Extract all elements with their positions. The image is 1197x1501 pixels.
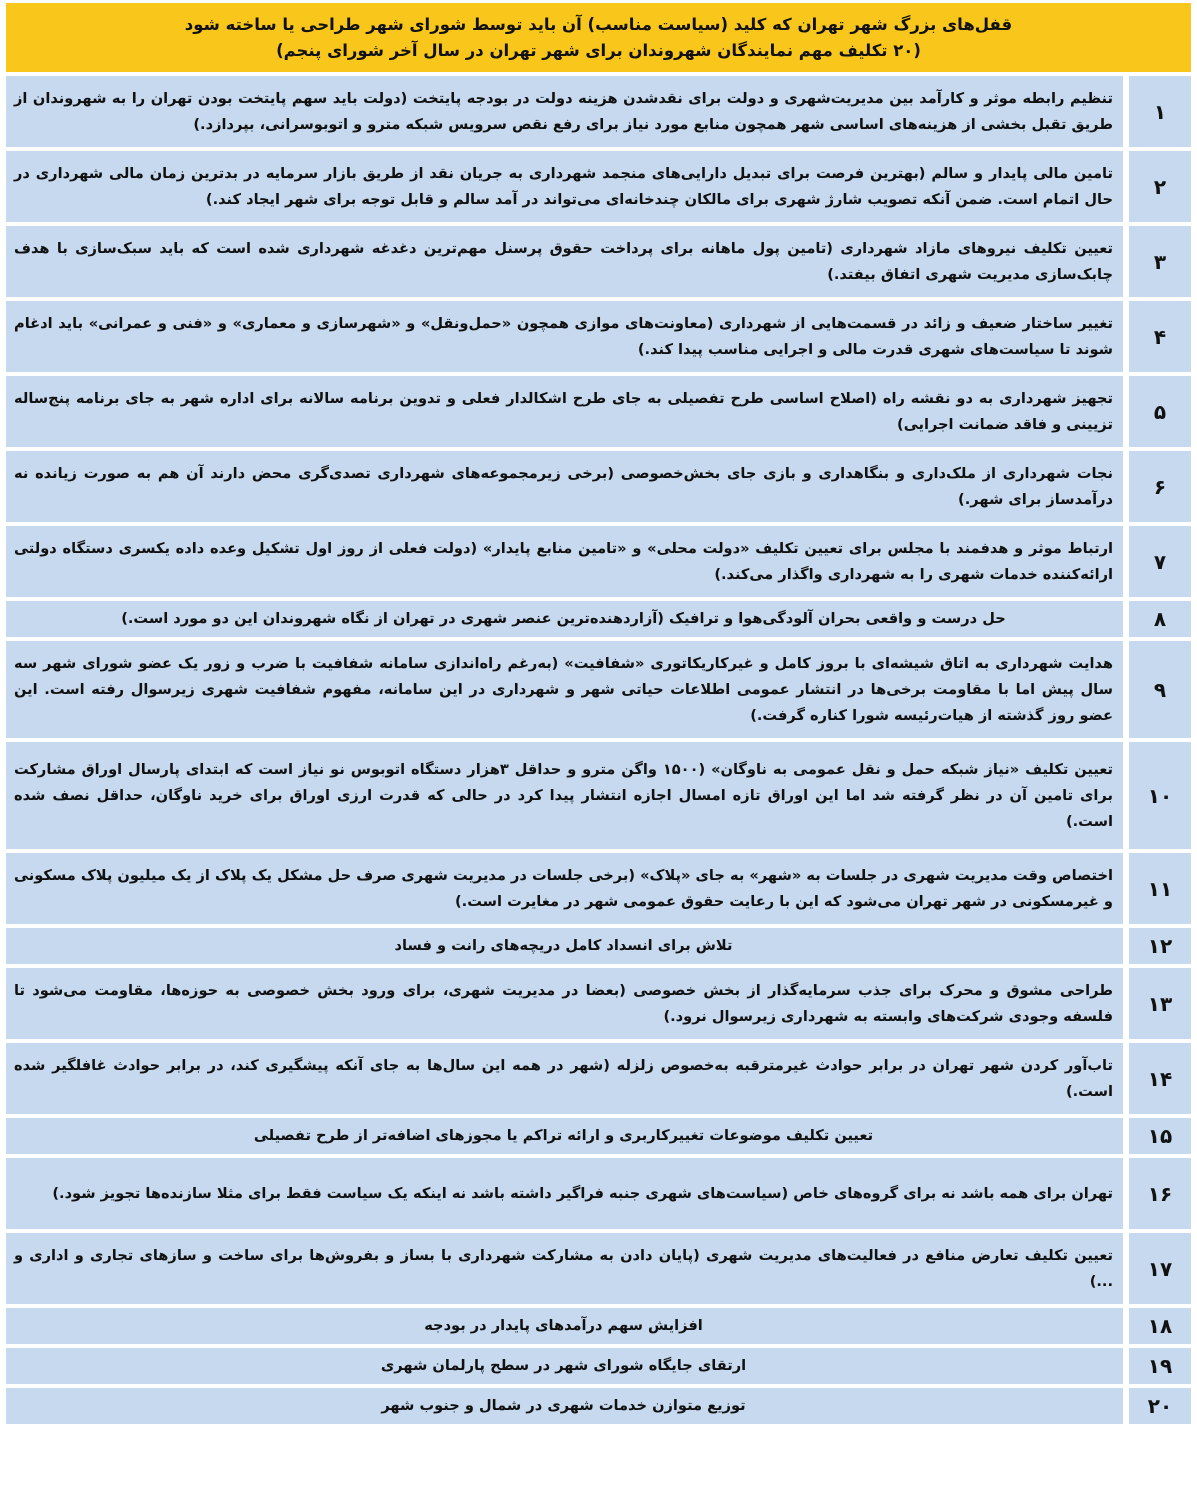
row-number: ۳	[1129, 226, 1191, 297]
table-row	[6, 928, 1191, 964]
row-number: ۹	[1129, 641, 1191, 738]
row-text: ارتقای جایگاه شورای شهر در سطح پارلمان شهری	[6, 1348, 1123, 1384]
row-number: ۱۶	[1129, 1158, 1191, 1229]
row-number: ۱۹	[1129, 1348, 1191, 1384]
row-text: تجهیز شهرداری به دو نقشه راه (اصلاح اساسی طرح تفصیلی به جای طرح اشکالدار فعلی و تدوین برنامه سالانه برای اداره شهر به جای برنامه پنج‌ساله تزیینی و فاقد ضمانت اجرایی)	[6, 376, 1123, 447]
table-row	[6, 1118, 1191, 1154]
row-text: تاب‌آور کردن شهر تهران در برابر حوادث غیرمترقبه به‌خصوص زلزله (شهر در همه این سال‌ها به جای آنکه پیشگیری کند، در برابر حوادث غافلگیر شده است.)	[6, 1043, 1123, 1114]
row-text: تامین مالی پایدار و سالم (بهترین فرصت برای تبدیل دارایی‌های منجمد شهرداری به جریان نقد از طریق بازار سرمایه در بدترین زمان مالی شهرداری در حال اتمام است. ضمن آنکه تصویب شارژ شهری برای مالکان چندخانه‌ای می‌تواند در آمد سالم و قابل توجه برای شهر ایجاد کند.)	[6, 151, 1123, 222]
table-row	[6, 526, 1191, 597]
row-number: ۲۰	[1129, 1388, 1191, 1424]
row-number: ۱۸	[1129, 1308, 1191, 1344]
row-text: تهران برای همه باشد نه برای گروه‌های خاص (سیاست‌های شهری جنبه فراگیر داشته باشد نه اینکه یک سیاست فقط برای مثلا سازنده‌ها تجویز شود.)	[6, 1158, 1123, 1229]
table-row	[6, 301, 1191, 372]
row-number: ۱۱	[1129, 853, 1191, 924]
row-number: ۴	[1129, 301, 1191, 372]
table-row	[6, 1308, 1191, 1344]
table-row	[6, 968, 1191, 1039]
table-row	[6, 1348, 1191, 1384]
row-text: نجات شهرداری از ملک‌داری و بنگاهداری و بازی جای بخش‌خصوصی (برخی زیرمجموعه‌های شهرداری تصدی‌گری محض دارند آن هم به صورت زیانده نه درآمدساز برای شهر.)	[6, 451, 1123, 522]
row-text: افزایش سهم درآمدهای پایدار در بودجه	[6, 1308, 1123, 1344]
row-number: ۱	[1129, 76, 1191, 147]
table-row	[6, 1158, 1191, 1229]
row-text: تلاش برای انسداد کامل دریچه‌های رانت و فساد	[6, 928, 1123, 964]
table-row	[6, 226, 1191, 297]
row-text: تعیین تکلیف تعارض منافع در فعالیت‌های مدیریت شهری (پایان دادن به مشارکت شهرداری با بساز و بفروش‌ها برای ساخت و سازهای تجاری و اداری و ...)	[6, 1233, 1123, 1304]
table-row	[6, 742, 1191, 849]
row-text: هدایت شهرداری به اتاق شیشه‌ای با بروز کامل و غیرکاریکاتوری «شفافیت» (به‌رغم راه‌اندازی سامانه شفافیت با ضرب و زور یک عضو شورای شهر سه سال پیش اما با مقاومت برخی‌ها در انتشار عمومی اطلاعات حیاتی شهر و شهرداری در این سامانه، مفهوم شفافیت شهری زیرسوال رفته است. این عضو روز گذشته از هیات‌رئیسه شورا کناره گرفت.)	[6, 641, 1123, 738]
row-number: ۱۳	[1129, 968, 1191, 1039]
row-number: ۱۴	[1129, 1043, 1191, 1114]
row-number: ۱۰	[1129, 742, 1191, 849]
document-table	[6, 3, 1191, 1497]
row-text: اختصاص وقت مدیریت شهری در جلسات به «شهر» به جای «پلاک» (برخی جلسات در مدیریت شهری صرف حل مشکل یک پلاک از یک میلیون پلاک مسکونی و غیرمسکونی در شهر تهران می‌شود که این با رعایت حقوق عمومی شهر در مغایرت است.)	[6, 853, 1123, 924]
table-row	[6, 151, 1191, 222]
table-row	[6, 853, 1191, 924]
table-row	[6, 376, 1191, 447]
row-text: تعیین تکلیف نیروهای مازاد شهرداری (تامین پول ماهانه برای پرداخت حقوق پرسنل مهم‌ترین دغدغه شهرداری شده است که باید سبک‌سازی با هدف چابک‌سازی مدیریت شهری اتفاق بیفتد.)	[6, 226, 1123, 297]
row-text: تنظیم رابطه موثر و کارآمد بین مدیریت‌شهری و دولت برای نقدشدن هزینه دولت در بودجه پایتخت (دولت باید سهم پایتخت بودن تهران را به شهروندان از طریق تقبل بخشی از هزینه‌های اساسی شهر همچون منابع مورد نیاز برای رفع نقص سرویس شبکه مترو و اتوبوسرانی، بپردازد.)	[6, 76, 1123, 147]
row-number: ۶	[1129, 451, 1191, 522]
row-number: ۲	[1129, 151, 1191, 222]
rows-container	[6, 76, 1191, 1497]
row-text: حل درست و واقعی بحران آلودگی‌هوا و ترافیک (آزاردهنده‌ترین عنصر شهری در تهران از نگاه شهروندان این دو مورد است.)	[6, 601, 1123, 637]
row-number: ۱۵	[1129, 1118, 1191, 1154]
row-text: توزیع متوازن خدمات شهری در شمال و جنوب شهر	[6, 1388, 1123, 1424]
table-header	[6, 3, 1191, 72]
row-number: ۱۲	[1129, 928, 1191, 964]
table-row	[6, 1388, 1191, 1424]
table-row	[6, 1043, 1191, 1114]
table-row	[6, 1233, 1191, 1304]
row-number: ۱۷	[1129, 1233, 1191, 1304]
row-text: تعیین تکلیف موضوعات تغییرکاربری و ارائه تراکم یا مجوزهای اضافه‌تر از طرح تفصیلی	[6, 1118, 1123, 1154]
row-number: ۷	[1129, 526, 1191, 597]
row-text: تعیین تکلیف «نیاز شبکه حمل و نقل عمومی به ناوگان» (۱۵۰۰ واگن مترو و حداقل ۳هزار دستگاه اتوبوس نو نیاز است که ابتدای پارسال اوراق مشارکت برای تامین آن در نظر گرفته شد اما این اوراق تازه امسال اجازه انتشار پیدا کرد در حالی که قدرت ارزی اوراق برای خرید ناوگان، حداقل نصف شده است.)	[6, 742, 1123, 849]
row-number: ۵	[1129, 376, 1191, 447]
row-number: ۸	[1129, 601, 1191, 637]
row-text: ارتباط موثر و هدفمند با مجلس برای تعیین تکلیف «دولت محلی» و «تامین منابع پایدار» (دولت فعلی از روز اول تشکیل وعده داده یکسری دستگاه دولتی ارائه‌کننده خدمات شهری را به شهرداری واگذار می‌کند.)	[6, 526, 1123, 597]
table-row	[6, 451, 1191, 522]
table-row	[6, 601, 1191, 637]
row-text: تغییر ساختار ضعیف و زائد در قسمت‌هایی از شهرداری (معاونت‌های موازی همچون «حمل‌ونقل» و «شهرسازی و معماری» و «فنی و عمرانی» باید ادغام شوند تا سیاست‌های شهری قدرت مالی و اجرایی مناسب پیدا کند.)	[6, 301, 1123, 372]
table-row	[6, 76, 1191, 147]
header-title: قفل‌های بزرگ شهر تهران که کلید (سیاست مناسب) آن باید توسط شورای شهر طراحی یا ساخته شود	[184, 14, 1013, 34]
row-text: طراحی مشوق و محرک برای جذب سرمایه‌گذار از بخش خصوصی (بعضا در مدیریت شهری، برای ورود بخش خصوصی به حوزه‌ها، مقاومت می‌شود تا فلسفه وجودی شرکت‌های وابسته به شهرداری زیرسوال نرود.)	[6, 968, 1123, 1039]
header-subtitle: (۲۰ تکلیف مهم نمایندگان شهروندان برای شهر تهران در سال آخر شورای پنجم)	[276, 40, 921, 60]
table-row	[6, 641, 1191, 738]
